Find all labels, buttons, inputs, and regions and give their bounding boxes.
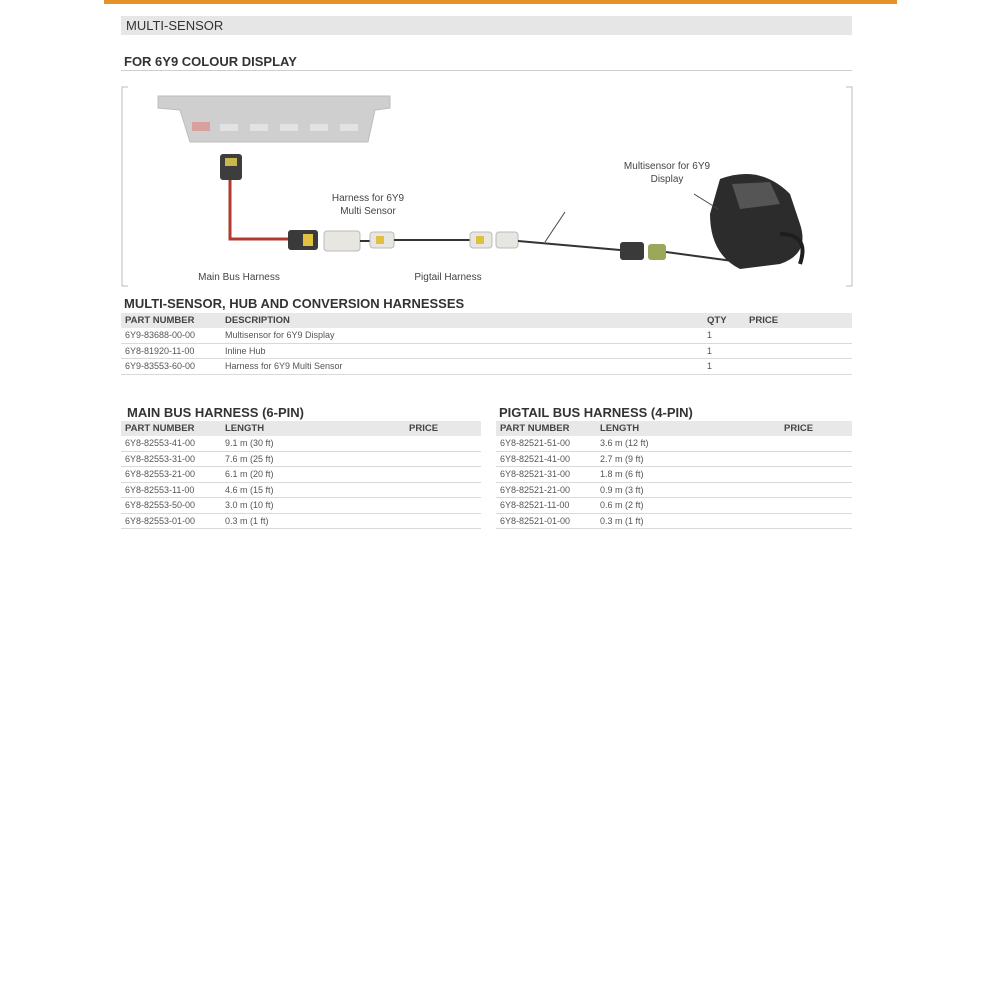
length: 6.1 m (20 ft) — [221, 467, 405, 483]
accent-top-bar — [104, 0, 897, 4]
price — [745, 343, 852, 359]
col-header: QTY — [703, 313, 745, 328]
table-header-row — [121, 421, 481, 436]
wiring-diagram-svg — [120, 84, 854, 289]
length: 4.6 m (15 ft) — [221, 482, 405, 498]
pigtail-bus-title: PIGTAIL BUS HARNESS (4-PIN) — [499, 405, 693, 420]
price — [780, 513, 852, 529]
qty: 1 — [703, 343, 745, 359]
length: 7.6 m (25 ft) — [221, 451, 405, 467]
table-row — [496, 498, 852, 514]
price — [780, 436, 852, 451]
length: 0.9 m (3 ft) — [596, 482, 780, 498]
main-bus-table — [121, 421, 481, 529]
part-number: 6Y8-82521-01-00 — [496, 513, 596, 529]
col-header: PRICE — [405, 421, 481, 436]
display-heading: FOR 6Y9 COLOUR DISPLAY — [124, 54, 297, 69]
pigtail-bus-table — [496, 421, 852, 529]
part-number: 6Y8-82553-21-00 — [121, 467, 221, 483]
price — [745, 359, 852, 375]
part-number: 6Y8-82521-41-00 — [496, 451, 596, 467]
length: 3.0 m (10 ft) — [221, 498, 405, 514]
wiring-diagram — [120, 84, 854, 289]
part-number: 6Y8-82553-01-00 — [121, 513, 221, 529]
part-number: 6Y9-83688-00-00 — [121, 328, 221, 343]
label-harness-multi: Harness for 6Y9 Multi Sensor — [331, 193, 405, 217]
description: Multisensor for 6Y9 Display — [221, 328, 703, 343]
length: 0.3 m (1 ft) — [596, 513, 780, 529]
col-header: PART NUMBER — [121, 313, 221, 328]
part-number: 6Y9-83553-60-00 — [121, 359, 221, 375]
price — [405, 451, 481, 467]
table-row — [121, 436, 481, 451]
col-header: PART NUMBER — [496, 421, 596, 436]
sensor-connector-green — [648, 244, 666, 260]
display-unit — [158, 96, 390, 142]
label-pigtail: Pigtail Harness — [414, 272, 482, 283]
main-bus-cable — [230, 179, 295, 239]
frame-left-bracket — [122, 87, 128, 286]
table-row — [496, 451, 852, 467]
price — [405, 436, 481, 451]
qty: 1 — [703, 359, 745, 375]
section-title: MULTI-SENSOR — [121, 16, 852, 35]
label-multisensor: Multisensor for 6Y9 Display — [623, 161, 711, 185]
price — [780, 498, 852, 514]
price — [780, 482, 852, 498]
table-row — [496, 467, 852, 483]
length: 1.8 m (6 ft) — [596, 467, 780, 483]
main-bus-title: MAIN BUS HARNESS (6-PIN) — [127, 405, 304, 420]
frame-right-bracket — [846, 87, 852, 286]
part-number: 6Y8-82553-50-00 — [121, 498, 221, 514]
display-connector — [220, 154, 242, 180]
col-header: LENGTH — [221, 421, 405, 436]
multisensor-body — [710, 174, 803, 269]
length: 9.1 m (30 ft) — [221, 436, 405, 451]
table-row — [121, 513, 481, 529]
col-header: PRICE — [745, 313, 852, 328]
part-number: 6Y8-81920-11-00 — [121, 343, 221, 359]
heading-rule — [121, 70, 852, 71]
part-number: 6Y8-82521-21-00 — [496, 482, 596, 498]
price — [780, 467, 852, 483]
part-number: 6Y8-82553-41-00 — [121, 436, 221, 451]
table-row — [496, 513, 852, 529]
price — [405, 498, 481, 514]
col-header: LENGTH — [596, 421, 780, 436]
length: 3.6 m (12 ft) — [596, 436, 780, 451]
price — [405, 467, 481, 483]
part-number: 6Y8-82521-11-00 — [496, 498, 596, 514]
table-header-row — [121, 313, 852, 328]
table-row — [121, 328, 852, 343]
label-main-bus: Main Bus Harness — [198, 272, 280, 283]
hub-table-title: MULTI-SENSOR, HUB AND CONVERSION HARNESSES — [124, 296, 465, 311]
length: 2.7 m (9 ft) — [596, 451, 780, 467]
price — [405, 513, 481, 529]
col-header: PRICE — [780, 421, 852, 436]
table-row — [121, 343, 852, 359]
qty: 1 — [703, 328, 745, 343]
description: Harness for 6Y9 Multi Sensor — [221, 359, 703, 375]
part-number: 6Y8-82521-51-00 — [496, 436, 596, 451]
table-header-row — [496, 421, 852, 436]
price — [405, 482, 481, 498]
sensor-harness-connector — [620, 242, 644, 260]
table-row — [496, 482, 852, 498]
length: 0.3 m (1 ft) — [221, 513, 405, 529]
col-header: PART NUMBER — [121, 421, 221, 436]
table-row — [121, 498, 481, 514]
length: 0.6 m (2 ft) — [596, 498, 780, 514]
description: Inline Hub — [221, 343, 703, 359]
part-number: 6Y8-82553-31-00 — [121, 451, 221, 467]
price — [780, 451, 852, 467]
hub-table — [121, 313, 852, 375]
table-row — [121, 482, 481, 498]
harness-connector — [324, 231, 360, 251]
part-number: 6Y8-82553-11-00 — [121, 482, 221, 498]
table-row — [121, 359, 852, 375]
part-number: 6Y8-82521-31-00 — [496, 467, 596, 483]
pigtail-connector-b — [496, 232, 518, 248]
table-row — [496, 436, 852, 451]
price — [745, 328, 852, 343]
table-row — [121, 467, 481, 483]
col-header: DESCRIPTION — [221, 313, 703, 328]
table-row — [121, 451, 481, 467]
